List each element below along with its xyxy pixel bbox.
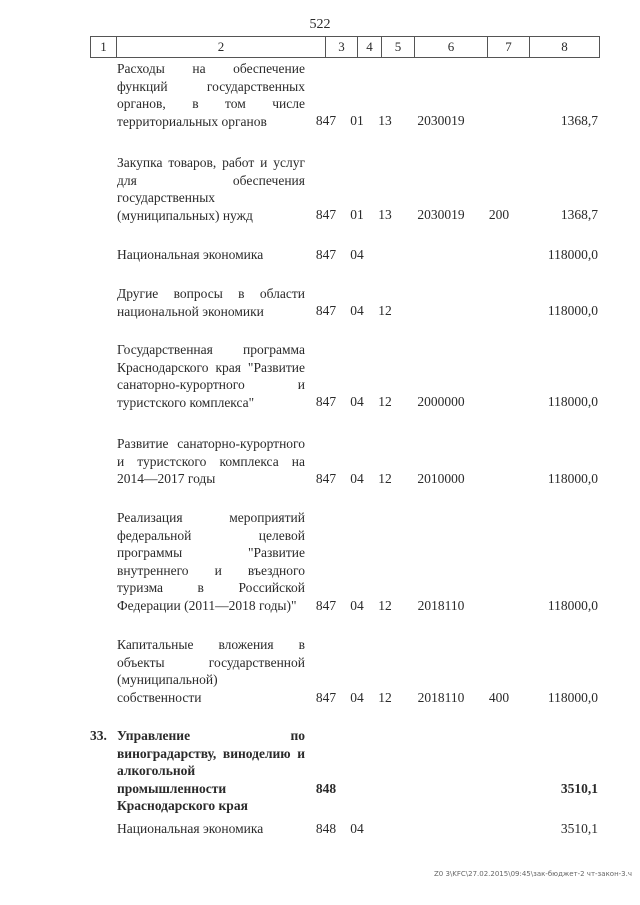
- section-number: 33.: [90, 728, 107, 743]
- row-col-6: 2000000: [417, 394, 465, 409]
- row-description: Национальная экономика: [117, 247, 264, 262]
- row-description: Управление по виноградарству, виноделию и алкогольной промышленности Краснодарского края: [117, 728, 305, 813]
- row-col-7: 200: [488, 207, 510, 222]
- table-row: [0, 435, 640, 509]
- header-col-4: 4: [358, 37, 382, 57]
- row-description: Капитальные вложения в объекты государственной (муниципальной) собственности: [117, 637, 305, 705]
- table-row: [0, 636, 640, 727]
- row-col-5: 12: [378, 598, 392, 613]
- row-col-3: 847: [315, 207, 337, 222]
- table-row: [0, 60, 640, 154]
- row-col-6: 2030019: [417, 113, 465, 128]
- table-row: [0, 509, 640, 636]
- table-header: [90, 36, 600, 58]
- row-col-8: 3510,1: [560, 781, 598, 796]
- document-footer-stamp: Z0 3\KFC\27.02.2015\09:45\зак-бюджет-2 чт-закон-3.ч: [433, 870, 632, 878]
- table-row: [0, 285, 640, 341]
- row-col-4: 01: [350, 207, 364, 222]
- table-body: [0, 60, 640, 844]
- table-row-section: [0, 727, 640, 820]
- row-col-8: 118000,0: [547, 394, 598, 409]
- row-col-3: 847: [315, 394, 337, 409]
- row-col-5: 12: [378, 471, 392, 486]
- row-col-6: 2018110: [417, 598, 465, 613]
- row-col-8: 118000,0: [547, 471, 598, 486]
- header-col-6: 6: [415, 37, 488, 57]
- table-row: [0, 820, 640, 844]
- header-col-5: 5: [382, 37, 415, 57]
- row-col-3: 847: [315, 113, 337, 128]
- row-description: Закупка товаров, работ и услуг для обеспечения государственных (муниципальных) нужд: [117, 155, 305, 223]
- row-col-4: 04: [350, 247, 364, 262]
- row-col-8: 118000,0: [547, 690, 598, 705]
- page-number: 522: [309, 17, 331, 32]
- row-description: Другие вопросы в области национальной экономики: [117, 286, 305, 319]
- header-col-1: 1: [91, 37, 117, 57]
- row-col-5: 13: [378, 207, 392, 222]
- row-col-5: 12: [378, 394, 392, 409]
- row-col-8: 3510,1: [560, 821, 598, 836]
- row-col-8: 1368,7: [560, 207, 598, 222]
- row-col-5: 12: [378, 690, 392, 705]
- row-col-3: 847: [315, 471, 337, 486]
- row-col-4: 04: [350, 303, 364, 318]
- row-col-5: 13: [378, 113, 392, 128]
- row-col-6: 2018110: [417, 690, 465, 705]
- row-col-7: 400: [488, 690, 510, 705]
- header-col-3: 3: [326, 37, 358, 57]
- row-description: Развитие санаторно-курортного и туристского комплекса на 2014—2017 годы: [117, 436, 305, 486]
- row-description: Реализация мероприятий федеральной целевой программы "Развитие внутреннего и въездного туризма в Российской Федерации (2011—2018 годы)": [117, 510, 305, 613]
- row-col-4: 04: [350, 471, 364, 486]
- row-description: Национальная экономика: [117, 821, 264, 836]
- row-col-4: 04: [350, 598, 364, 613]
- row-col-4: 04: [350, 690, 364, 705]
- row-col-3: 847: [315, 247, 337, 262]
- row-col-6: 2010000: [417, 471, 465, 486]
- row-col-3: 848: [315, 821, 337, 836]
- row-col-8: 118000,0: [547, 303, 598, 318]
- header-col-2: 2: [117, 37, 326, 57]
- row-col-8: 118000,0: [547, 247, 598, 262]
- row-col-4: 04: [350, 394, 364, 409]
- row-col-4: 01: [350, 113, 364, 128]
- row-col-6: 2030019: [417, 207, 465, 222]
- row-col-4: 04: [350, 821, 364, 836]
- row-col-3: 848: [315, 781, 337, 796]
- table-row: [0, 154, 640, 246]
- row-col-3: 847: [315, 303, 337, 318]
- table-row: [0, 246, 640, 285]
- row-description: Расходы на обеспечение функций государственных органов, в том числе территориальных органов: [117, 61, 305, 129]
- row-col-3: 847: [315, 598, 337, 613]
- row-description: Государственная программа Краснодарского края "Развитие санаторно-курортного и туристского комплекса": [117, 342, 305, 410]
- row-col-8: 1368,7: [560, 113, 598, 128]
- row-col-3: 847: [315, 690, 337, 705]
- row-col-5: 12: [378, 303, 392, 318]
- header-col-8: 8: [561, 39, 568, 54]
- header-col-7: 7: [488, 37, 530, 57]
- table-row: [0, 341, 640, 435]
- row-col-8: 118000,0: [547, 598, 598, 613]
